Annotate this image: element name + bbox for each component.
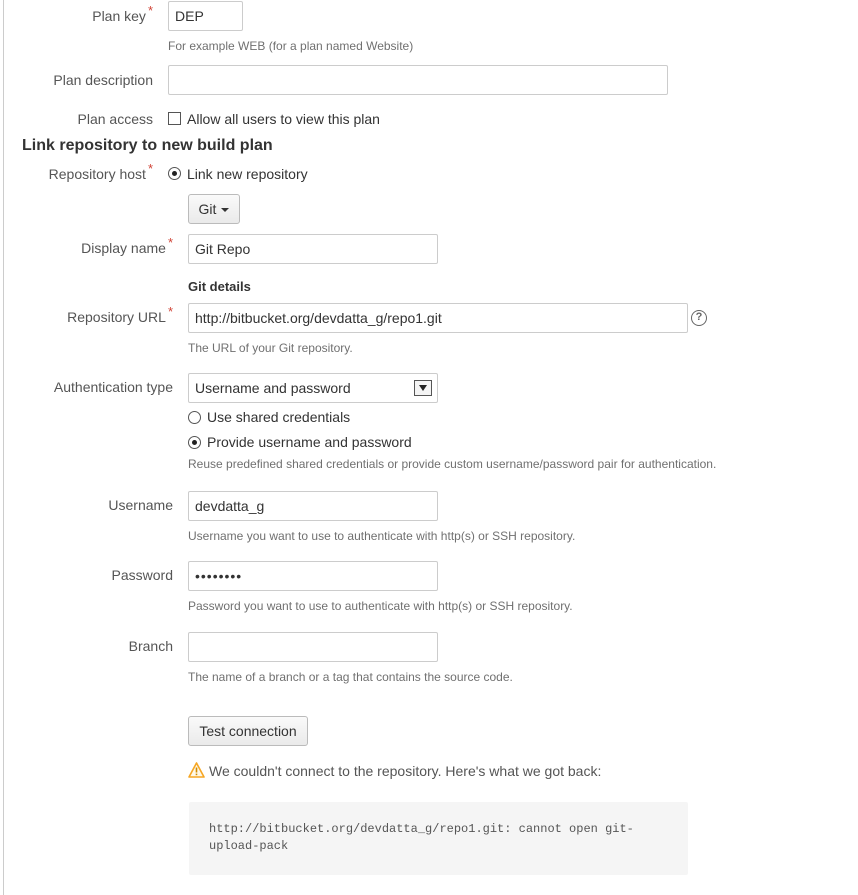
plan-access-label: Plan access — [77, 111, 153, 127]
repository-url-hint: The URL of your Git repository. — [188, 341, 353, 355]
question-circle-icon[interactable]: ? — [691, 310, 707, 326]
required-marker: * — [167, 235, 173, 250]
authentication-type-select[interactable] — [188, 373, 438, 403]
required-marker: * — [147, 161, 153, 176]
connection-error-output: http://bitbucket.org/devdatta_g/repo1.git: cannot open git-upload-pack — [189, 802, 688, 875]
provide-username-password-label[interactable]: Provide username and password — [207, 434, 412, 450]
allow-all-users-label[interactable]: Allow all users to view this plan — [187, 111, 380, 127]
link-new-repository-radio[interactable] — [168, 167, 181, 180]
authentication-type-label: Authentication type — [53, 379, 173, 395]
link-new-repository-label[interactable]: Link new repository — [187, 166, 308, 182]
allow-all-users-checkbox[interactable] — [168, 112, 181, 125]
use-shared-credentials-radio[interactable] — [188, 411, 201, 424]
plan-description-input[interactable] — [168, 65, 668, 95]
page-left-border — [3, 0, 4, 895]
plan-key-label: Plan key * — [92, 3, 153, 24]
branch-label: Branch — [128, 638, 173, 654]
caret-down-icon — [221, 208, 229, 212]
provide-username-password-radio[interactable] — [188, 436, 201, 449]
connection-warning-message: We couldn't connect to the repository. Here's what we got back: — [209, 763, 602, 779]
warning-icon — [188, 762, 205, 778]
password-hint: Password you want to use to authenticate with http(s) or SSH repository. — [188, 599, 573, 613]
required-marker: * — [147, 3, 153, 18]
password-label: Password — [111, 567, 173, 583]
repository-type-button[interactable] — [188, 194, 240, 224]
branch-hint: The name of a branch or a tag that contains the source code. — [188, 670, 513, 684]
plan-key-input[interactable]: DEP — [168, 1, 243, 31]
git-details-heading: Git details — [188, 279, 251, 294]
display-name-input[interactable]: Git Repo — [188, 234, 438, 264]
password-input[interactable]: •••••••• — [188, 561, 438, 591]
repository-url-label: Repository URL * — [67, 304, 173, 325]
required-marker: * — [167, 304, 173, 319]
test-connection-button[interactable]: Test connection — [188, 716, 308, 746]
username-label: Username — [108, 497, 173, 513]
section-title: Link repository to new build plan — [22, 137, 273, 154]
repository-host-label: Repository host * — [48, 161, 153, 182]
repository-url-input[interactable]: http://bitbucket.org/devdatta_g/repo1.git — [188, 303, 688, 333]
authentication-type-value: Username and password — [195, 380, 351, 396]
username-hint: Username you want to use to authenticate with http(s) or SSH repository. — [188, 529, 576, 543]
select-arrow-icon[interactable] — [414, 380, 432, 396]
plan-key-hint: For example WEB (for a plan named Website) — [168, 39, 414, 53]
branch-input[interactable] — [188, 632, 438, 662]
authentication-hint: Reuse predefined shared credentials or provide custom username/password pair for authentication. — [188, 457, 717, 471]
plan-description-label: Plan description — [53, 72, 153, 88]
username-input[interactable]: devdatta_g — [188, 491, 438, 521]
repository-type-label: Git — [198, 201, 217, 217]
use-shared-credentials-label[interactable]: Use shared credentials — [207, 409, 351, 425]
display-name-label: Display name * — [81, 235, 173, 256]
